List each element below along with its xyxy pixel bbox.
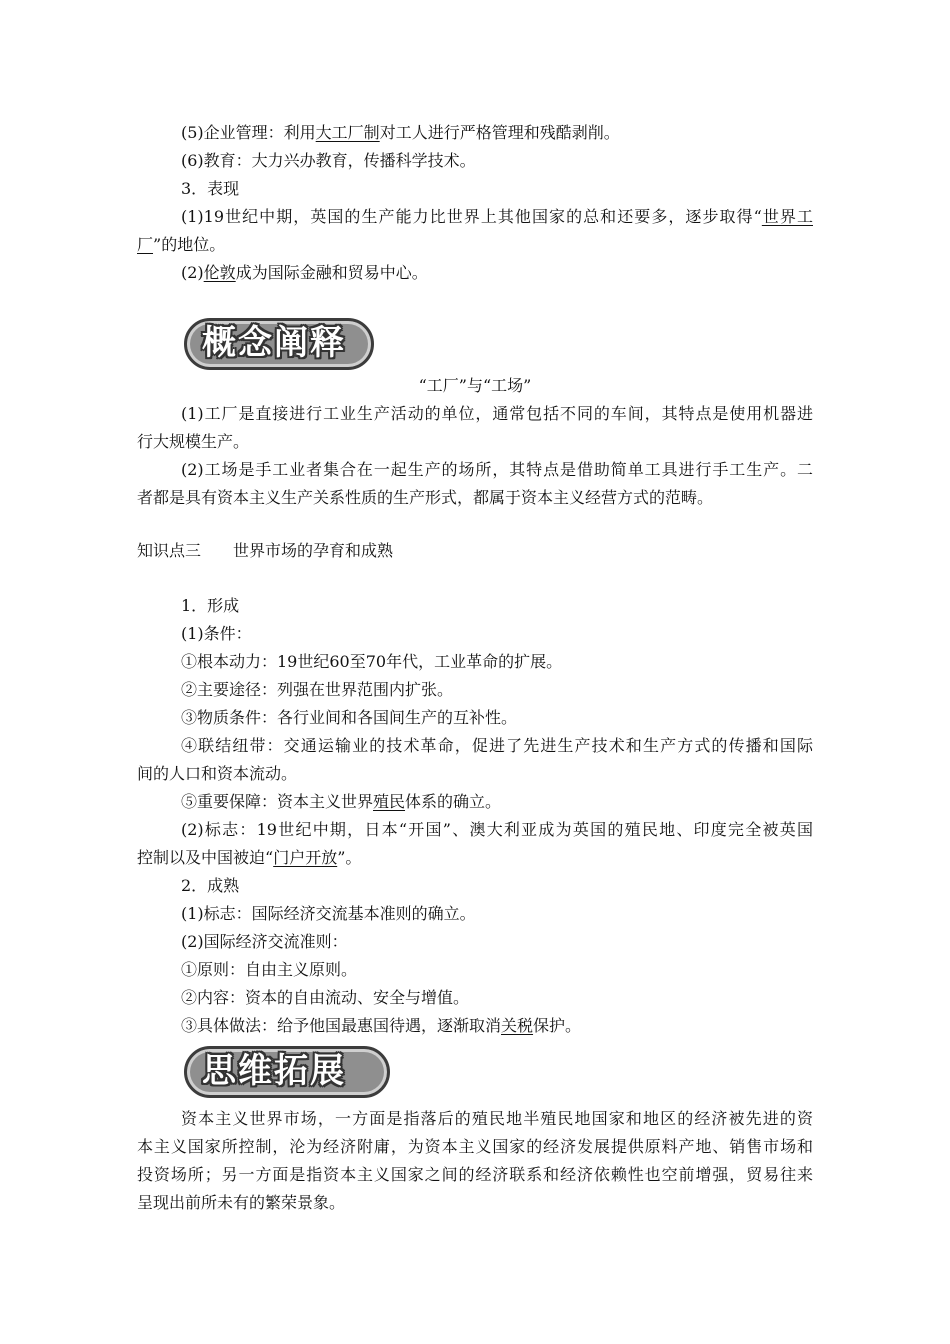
text-line: 呈现出前所未有的繁荣景象。	[137, 1193, 346, 1212]
section-banner-extension	[184, 1046, 390, 1098]
text-line: (1)标志：国际经济交流基本准则的确立。	[181, 904, 476, 923]
text-line: 1．形成	[181, 596, 240, 615]
banner-title: 思维拓展	[202, 1051, 346, 1091]
concept-title: “工厂”与“工场”	[418, 376, 532, 395]
text-line: ③物质条件：各行业间和各国间生产的互补性。	[181, 708, 518, 727]
underlined-term: 殖民	[373, 792, 406, 811]
text-line: ④联结纽带：交通运输业的技术革命，促进了先进生产技术和生产方式的传播和国际	[181, 736, 813, 755]
text-line: 控制以及中国被迫“门户开放”。	[137, 848, 362, 867]
underlined-term: 门户开放	[273, 848, 338, 867]
text-line: ⑤重要保障：资本主义世界殖民体系的确立。	[181, 792, 502, 811]
text-line: ③具体做法：给予他国最惠国待遇，逐渐取消关税保护。	[181, 1016, 582, 1035]
text-line: (2)标志：19世纪中期，日本“开国”、澳大利亚成为英国的殖民地、印度完全被英国	[181, 820, 813, 839]
text-line: ②内容：资本的自由流动、安全与增值。	[181, 988, 470, 1007]
text-line: ①根本动力：19世纪60至70年代，工业革命的扩展。	[181, 652, 563, 671]
text-line: 厂”的地位。	[137, 235, 226, 254]
text-line: 本主义国家所控制，沦为经济附庸，为资本主义国家的经济发展提供原料产地、销售市场和	[137, 1137, 813, 1156]
text-line: (2)国际经济交流准则：	[181, 932, 348, 951]
text-line: (5)企业管理：利用大工厂制对工人进行严格管理和残酷剥削。	[181, 123, 620, 142]
text-line: ②主要途径：列强在世界范围内扩张。	[181, 680, 454, 699]
text-line: 者都是具有资本主义生产关系性质的生产形式，都属于资本主义经营方式的范畴。	[137, 488, 714, 507]
text-line: (2)工场是手工业者集合在一起生产的场所，其特点是借助简单工具进行手工生产。二	[181, 460, 813, 479]
text-line: 资本主义世界市场，一方面是指落后的殖民地半殖民地国家和地区的经济被先进的资	[181, 1109, 813, 1128]
text-line: (1)条件：	[181, 624, 252, 643]
section-heading: 知识点三 世界市场的孕育和成熟	[137, 541, 394, 560]
underlined-term: 伦敦	[203, 263, 236, 282]
underlined-term: 大工厂制	[315, 123, 380, 142]
text-line: (1)工厂是直接进行工业生产活动的单位，通常包括不同的车间，其特点是使用机器进	[181, 404, 813, 423]
text-line: 间的人口和资本流动。	[137, 764, 298, 783]
underlined-term: 关税	[501, 1016, 534, 1035]
text-line: (2)伦敦成为国际金融和贸易中心。	[181, 263, 428, 282]
underlined-term: 世界工	[761, 207, 813, 226]
section-banner-concept	[184, 318, 374, 370]
text-line: (6)教育：大力兴办教育，传播科学技术。	[181, 151, 476, 170]
text-line: 投资场所；另一方面是指资本主义国家之间的经济联系和经济依赖性也空前增强，贸易往来	[137, 1165, 813, 1184]
text-line: (1)19世纪中期，英国的生产能力比世界上其他国家的总和还要多，逐步取得“世界工	[181, 207, 813, 226]
text-line: 行大规模生产。	[137, 432, 250, 451]
text-line: 2．成熟	[181, 876, 240, 895]
text-line: 3．表现	[181, 179, 240, 198]
banner-title: 概念阐释	[202, 323, 346, 363]
text-line: ①原则：自由主义原则。	[181, 960, 358, 979]
underlined-term: 厂	[137, 235, 154, 254]
